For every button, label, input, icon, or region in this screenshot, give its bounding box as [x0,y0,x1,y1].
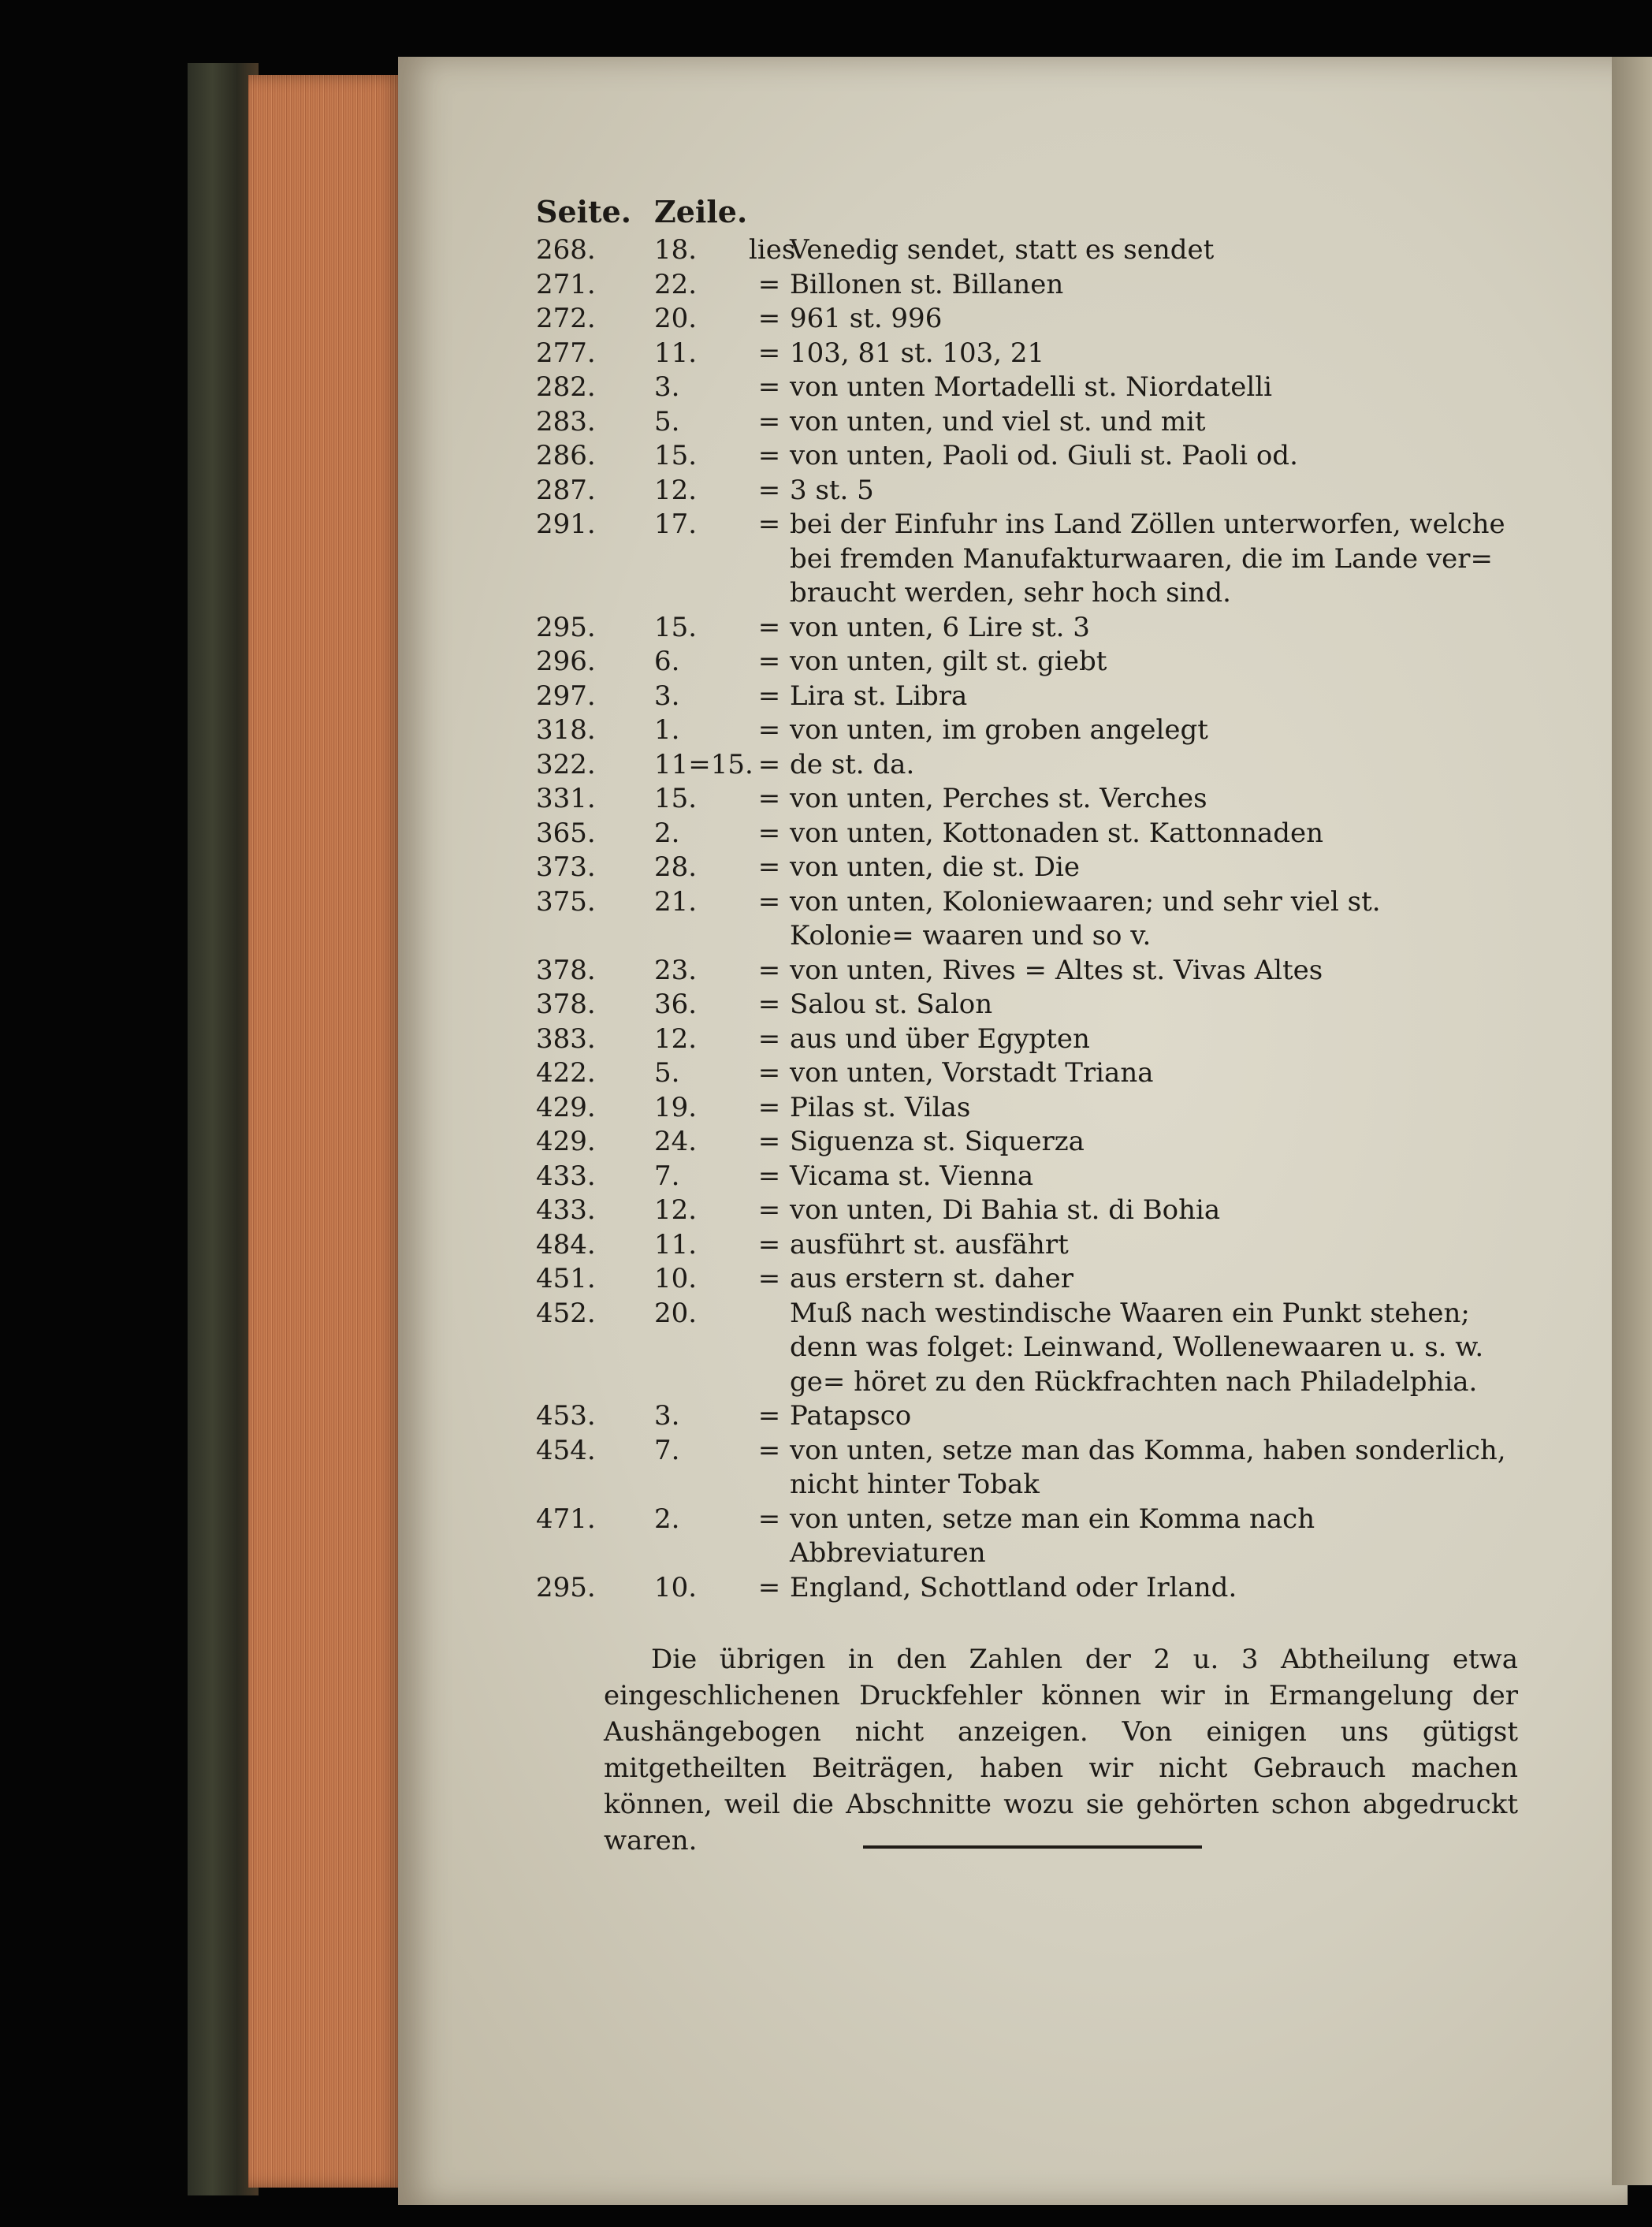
erratum-row [536,713,1513,748]
line-column-header: Zeile. [654,193,748,229]
erratum-text: 103, 81 st. 103, 21 [790,337,1045,369]
erratum-text: Salou st. Salon [790,989,993,1020]
erratum-line: 19. [654,1091,698,1123]
erratum-mark: = [757,748,781,780]
erratum-mark: = [757,1434,781,1466]
erratum-mark: = [757,1194,781,1226]
erratum-mark [749,1297,790,1400]
erratum-text: Patapsco [790,1400,912,1432]
erratum-row [536,233,1513,268]
erratum-text: von unten, Paoli od. Giuli st. Paoli od. [790,440,1298,471]
erratum-row [536,645,1513,680]
erratum-line: 23. [654,954,698,986]
erratum-page: 429. [536,1091,596,1123]
erratum-row [536,1091,1513,1126]
erratum-text: von unten, Vorstadt Triana [790,1057,1154,1089]
erratum-line: 3. [654,1400,680,1432]
erratum-mark: = [757,1228,781,1261]
erratum-row [536,302,1513,337]
erratum-line: 7. [654,1160,680,1192]
erratum-page: 297. [536,680,596,712]
erratum-text: Billonen st. Billanen [790,268,1064,300]
erratum-row [536,1160,1513,1194]
erratum-row [536,439,1513,474]
end-rule [863,1845,1202,1849]
erratum-mark: = [757,851,781,883]
erratum-mark: = [757,474,781,506]
erratum-page: 484. [536,1228,596,1261]
erratum-mark: = [757,440,781,471]
erratum-row [536,1228,1513,1263]
erratum-text: aus erstern st. daher [790,1263,1074,1294]
erratum-mark: = [757,1022,781,1055]
erratum-row [536,1125,1513,1160]
page-edges [248,75,402,2188]
erratum-text: ausführt st. ausfährt [790,1228,1069,1261]
erratum-line: 12. [654,1194,698,1226]
erratum-page: 378. [536,989,596,1020]
erratum-row [536,1194,1513,1228]
erratum-mark: = [757,954,781,986]
erratum-line: 15. [654,783,698,814]
erratum-mark: = [757,371,781,403]
erratum-page: 365. [536,817,596,849]
erratum-page: 282. [536,371,596,403]
erratum-text: von unten, im groben angelegt [790,714,1208,746]
erratum-text: England, Schottland oder Irland. [790,1571,1237,1603]
erratum-line: 18. [654,234,698,266]
erratum-page: 383. [536,1022,596,1055]
erratum-row [536,954,1513,989]
erratum-text: von unten, gilt st. giebt [790,646,1107,677]
facing-page-edge [1612,57,1652,2185]
erratum-page: 322. [536,748,596,780]
erratum-page: 433. [536,1194,596,1226]
erratum-page: 271. [536,268,596,300]
erratum-line: 3. [654,680,680,712]
erratum-mark: = [757,817,781,849]
erratum-mark: = [757,646,781,677]
closing-note: Die übrigen in den Zahlen der 2 u. 3 Abtheilung etwa eingeschlichenen Druckfehler können wir in Ermangelung der Aushängebogen nicht anzeigen. Von einigen uns gütigst mitgetheilten Beiträgen, haben wir nicht Gebrauch machen können, weil die Abschnitte wozu sie gehörten schon abgedruckt waren. [604,1644,1518,1856]
erratum-row [536,611,1513,646]
erratum-page: 287. [536,474,596,506]
erratum-text: von unten Mortadelli st. Niordatelli [790,371,1272,403]
erratum-mark: = [757,1126,781,1157]
erratum-row [536,268,1513,303]
erratum-mark: = [757,1263,781,1294]
erratum-page: 295. [536,1571,596,1603]
erratum-text: aus und über Egypten [790,1022,1090,1055]
erratum-page: 453. [536,1400,596,1432]
erratum-line: 36. [654,989,698,1020]
erratum-text: von unten, setze man ein Komma nach Abbreviaturen [790,1503,1315,1569]
erratum-mark: = [757,268,781,300]
erratum-page: 433. [536,1160,596,1192]
erratum-line: 7. [654,1434,680,1466]
erratum-row [536,474,1513,508]
erratum-page: 422. [536,1057,596,1089]
erratum-row [536,337,1513,371]
erratum-text: von unten, Rives = Altes st. Vivas Altes [790,954,1323,986]
erratum-text: 961 st. 996 [790,303,943,334]
erratum-line: 21. [654,885,698,918]
erratum-line: 11. [654,1228,698,1261]
erratum-text: von unten, Di Bahia st. di Bohia [790,1194,1221,1226]
erratum-text: Vicama st. Vienna [790,1160,1034,1192]
erratum-text: de st. da. [790,748,915,780]
erratum-line: 22. [654,268,698,300]
erratum-page: 295. [536,611,596,643]
erratum-text: Lira st. Libra [790,680,968,712]
erratum-mark: = [757,508,781,540]
erratum-text: von unten, 6 Lire st. 3 [790,611,1090,643]
erratum-line: 12. [654,474,698,506]
erratum-line: 10. [654,1263,698,1294]
erratum-row [536,1297,1513,1400]
erratum-page: 452. [536,1297,596,1329]
erratum-mark: = [757,1057,781,1089]
erratum-mark: = [757,611,781,643]
erratum-row [536,1503,1513,1571]
erratum-mark: = [757,989,781,1020]
erratum-text: 3 st. 5 [790,474,874,506]
erratum-line: 20. [654,1297,698,1329]
erratum-text: von unten, und viel st. und mit [790,405,1206,438]
erratum-line: 17. [654,508,698,540]
erratum-line: 20. [654,303,698,334]
erratum-line: 15. [654,440,698,471]
erratum-page: 373. [536,851,596,883]
erratum-page: 283. [536,405,596,438]
erratum-text: von unten, Koloniewaaren; und sehr viel st. Kolonie= waaren und so v. [790,885,1381,952]
erratum-row [536,851,1513,885]
erratum-text: Venedig sendet, statt es sendet [790,234,1215,266]
erratum-row [536,1571,1513,1606]
erratum-line: 6. [654,646,680,677]
erratum-row [536,405,1513,440]
erratum-row [536,371,1513,405]
erratum-line: 2. [654,817,680,849]
errata-list [536,233,1513,1605]
erratum-line: 1. [654,714,680,746]
erratum-page: 331. [536,783,596,814]
erratum-mark: = [757,885,781,918]
erratum-line: 2. [654,1503,680,1535]
erratum-text: von unten, die st. Die [790,851,1081,883]
erratum-page: 272. [536,303,596,334]
erratum-mark: = [757,405,781,438]
errata-header [536,189,1513,233]
erratum-text: Muß nach westindische Waaren ein Punkt stehen; denn was folget: Leinwand, Wollenewaaren u. s. w. ge= höret zu den Rückfrachten nach Philadelphia. [790,1297,1484,1398]
erratum-row [536,1056,1513,1091]
erratum-text: von unten, Perches st. Verches [790,783,1207,814]
erratum-mark: = [757,714,781,746]
erratum-line: 12. [654,1022,698,1055]
page-column-header: Seite. [536,193,632,229]
erratum-row [536,1399,1513,1434]
erratum-line: 24. [654,1126,698,1157]
erratum-text: Siguenza st. Siquerza [790,1126,1085,1157]
erratum-row [536,748,1513,783]
erratum-mark: = [757,303,781,334]
erratum-text: von unten, Kottonaden st. Kattonnaden [790,817,1324,849]
erratum-line: 28. [654,851,698,883]
erratum-row [536,1262,1513,1297]
erratum-line: 3. [654,371,680,403]
erratum-mark: = [757,783,781,814]
erratum-text: bei der Einfuhr ins Land Zöllen unterworfen, welche bei fremden Manufakturwaaren, die im Lande ver= braucht werden, sehr hoch sind. [790,508,1505,609]
errata-content [536,189,1518,1886]
erratum-page: 454. [536,1434,596,1466]
erratum-page: 318. [536,714,596,746]
erratum-page: 471. [536,1503,596,1535]
erratum-page: 286. [536,440,596,471]
erratum-row [536,680,1513,714]
erratum-mark: = [757,1400,781,1432]
erratum-text: von unten, setze man das Komma, haben sonderlich, nicht hinter Tobak [790,1434,1506,1500]
erratum-row [536,508,1513,611]
erratum-line: 10. [654,1571,698,1603]
erratum-mark: lies [749,234,796,266]
erratum-page: 429. [536,1126,596,1157]
erratum-page: 277. [536,337,596,369]
erratum-mark: = [757,1091,781,1123]
erratum-mark: = [757,1571,781,1603]
erratum-page: 296. [536,646,596,677]
erratum-page: 291. [536,508,596,540]
erratum-mark: = [757,1160,781,1192]
erratum-row [536,817,1513,851]
erratum-line: 11. [654,337,698,369]
erratum-text: Pilas st. Vilas [790,1091,971,1123]
erratum-mark: = [757,1503,781,1535]
erratum-row [536,1022,1513,1057]
erratum-line: 5. [654,1057,680,1089]
erratum-mark: = [757,337,781,369]
erratum-page: 268. [536,234,596,266]
erratum-mark: = [757,680,781,712]
erratum-row [536,1434,1513,1503]
erratum-page: 451. [536,1263,596,1294]
erratum-row [536,885,1513,954]
erratum-row [536,782,1513,817]
erratum-line: 11=15. [654,748,753,780]
erratum-row [536,988,1513,1022]
erratum-page: 375. [536,885,596,918]
erratum-page: 378. [536,954,596,986]
erratum-line: 5. [654,405,680,438]
erratum-line: 15. [654,611,698,643]
